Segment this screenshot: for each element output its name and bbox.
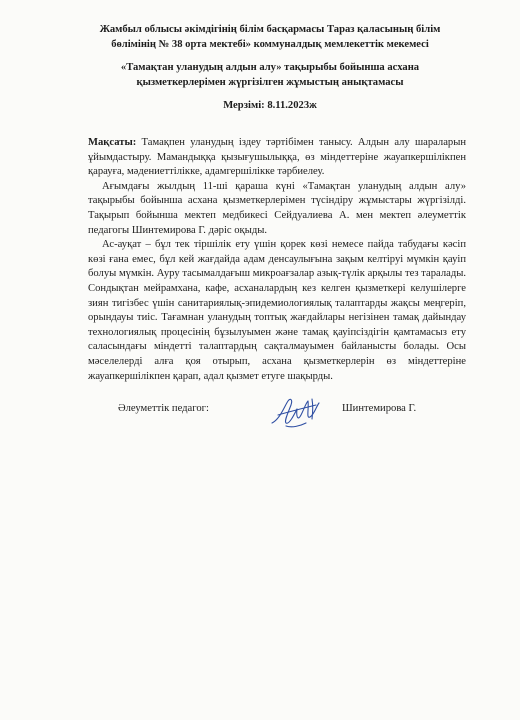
signer-name: Шинтемирова Г. [342,403,417,414]
body-paragraph-1: Ағымдағы жылдың 11-ші қараша күні «Тамақтан уланудың алдын алу» тақырыбы бойынша асхана қызметкерлерімен түсіндіру жұмыстары жүргізілді. Тақырып бойынша мектеп медбикесі Сейдуалиева А. мен мектеп әлеуметтік педагогы Шинтемирова Г. дәріс оқыды. [88,180,466,236]
header-title-line-1: «Тамақтан уланудың алдын алу» тақырыбы бойынша асхана [120,62,420,73]
purpose-paragraph [88,136,466,180]
signature-block [118,403,478,443]
header-org-line-2: бөлімінің № 38 орта мектебі» коммуналдық мемлекеттік мекемесі [111,39,429,50]
document-header [70,22,470,113]
body-paragraph-2: Ас-ауқат – бұл тек тіршілік ету үшін қорек көзі немесе пайда табудағы кәсіп көзі ғана емес, бұл кей жағдайда адам денсаулығына зақым келтіруі мүмкін қауіп болуы мүмкін. Ауру тасымалдағыш микроағзалар азық-түлік арқылы тез таралады. Сондықтан мейрамхана, кафе, асханалардың кез келген қызметкері келушілерге зиян тигізбес үшін санитариялық-эпидемиологиялық талаптарды жақсы меңгеріп, орындауы тиіс. Тағамнан уланудың топтық жағдайлары негізінен тамақ дайындау технологиялық процесінің бұзылуымен және тамақ қауіпсіздігін қамтамасыз ету саласындағы міндетті талаптардың сақталмауымен байланысты болады. Осы мәселелерді алға қоя отырып, асхана қызметкерлерін өз міндеттеріне жауапкершілікпен қарап, адал қызмет етуге шақырды. [88,239,466,382]
handwritten-signature [266,393,326,433]
header-title-line-2: қызметкерлерімен жүргізілген жұмыстың анықтамасы [136,77,404,88]
document-body [88,136,466,384]
header-org-line-1: Жамбыл облысы әкімдігінің білім басқармасы Тараз қаласының білім [99,24,441,35]
header-date: Мерзімі: 8.11.2023ж [223,100,317,111]
purpose-label: Мақсаты: [88,137,137,148]
signer-role: Әлеуметтік педагог: [118,403,209,414]
purpose-text: Тамақпен уланудың іздеу тәртібімен танысу. Алдын алу шараларын ұйымдастыру. Мамандыққа қызығушылыққа, өз міндеттеріне жауапкершілікпен қарауға, мәдениеттілікке, адамгершілікке тәрбиелеу. [88,137,466,178]
